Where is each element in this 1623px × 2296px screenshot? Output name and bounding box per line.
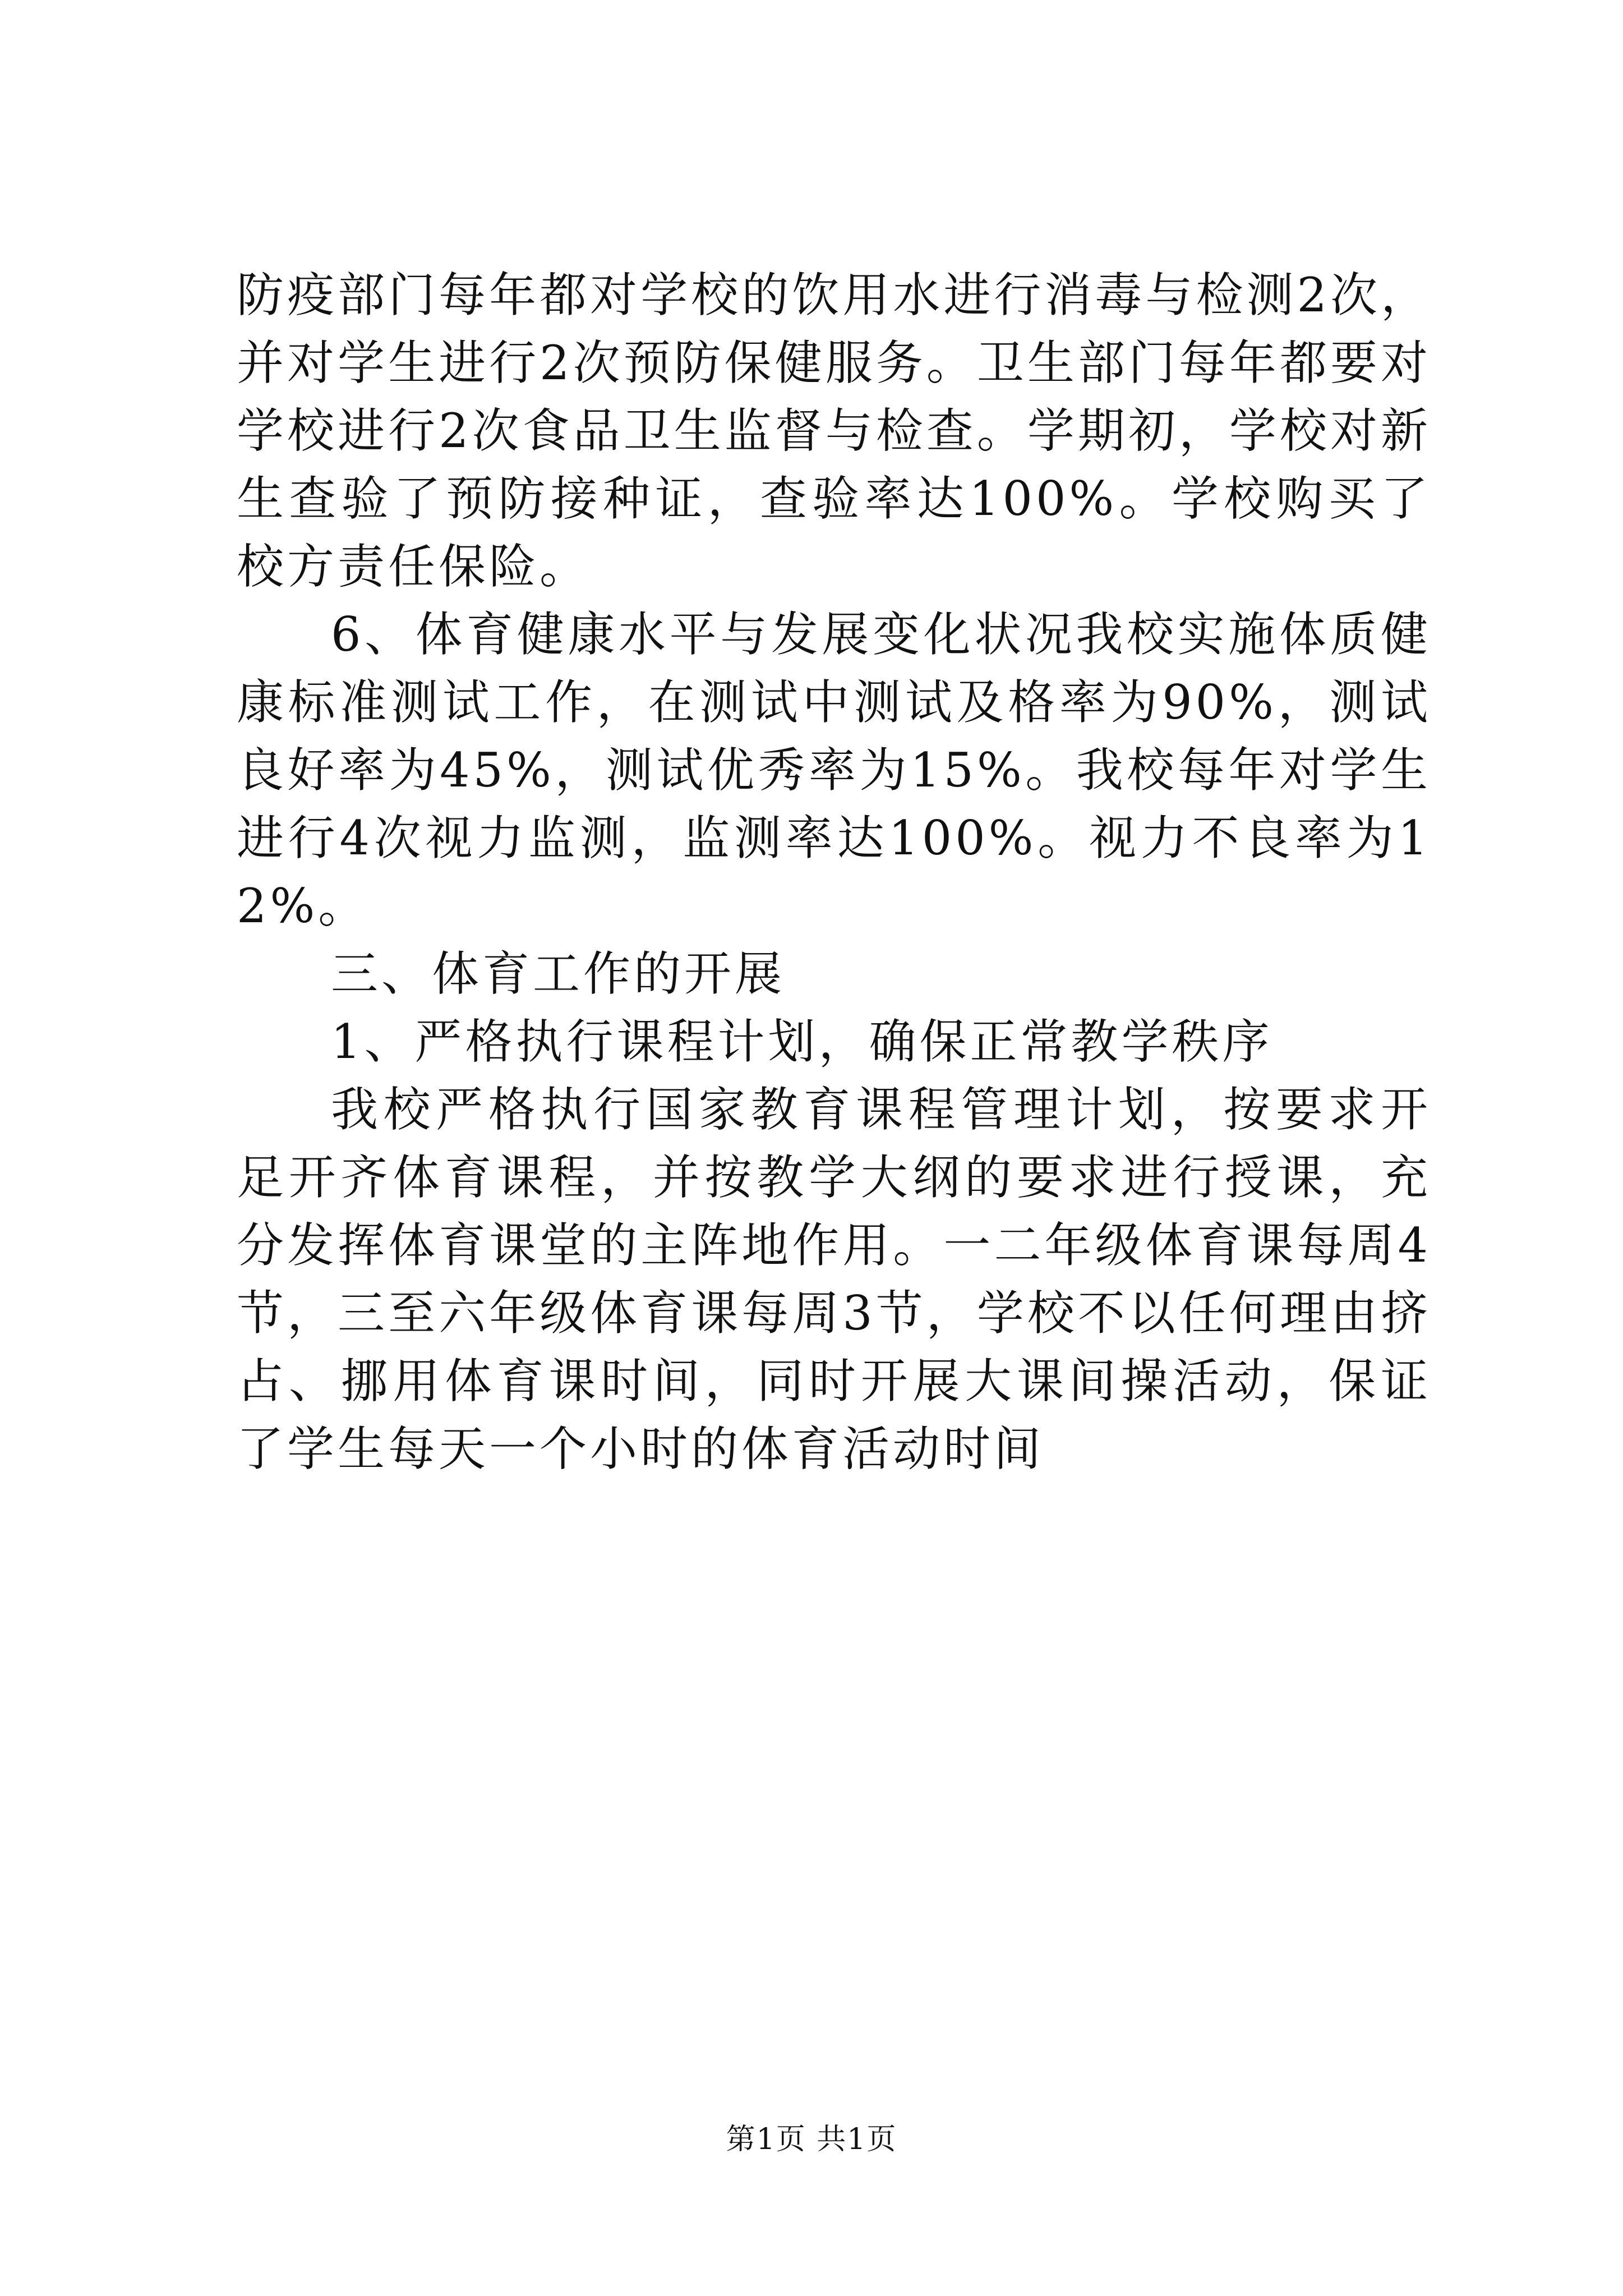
paragraph-curriculum: 我校严格执行国家教育课程管理计划，按要求开足开齐体育课程，并按教学大纲的要求进行授课，充分发挥体育课堂的主阵地作用。一二年级体育课每周4节，三至六年级体育课每周3节，学校不以任何理由挤占、挪用体育课时间，同时开展大课间操活动，保证了学生每天一个小时的体育活动时间: [237, 1082, 1431, 1476]
section-heading: 三、体育工作的开展: [331, 946, 786, 1001]
page-number-footer: 第1页 共1页: [726, 2123, 897, 2156]
document-body: [237, 261, 1431, 1483]
paragraph-fitness-level: 6、体育健康水平与发展变化状况我校实施体质健康标准测试工作，在测试中测试及格率为90%，测试良好率为45%，测试优秀率为15%。我校每年对学生进行4次视力监测，监测率达100%。视力不良率为12%。: [237, 607, 1431, 933]
subsection-heading: 1、严格执行课程计划，确保正常教学秩序: [331, 1014, 1273, 1069]
paragraph-health-services: 防疫部门每年都对学校的饮用水进行消毒与检测2次，并对学生进行2次预防保健服务。卫生部门每年都要对学校进行2次食品卫生监督与检查。学期初，学校对新生查验了预防接种证，查验率达100%。学校购买了校方责任保险。: [237, 268, 1431, 594]
